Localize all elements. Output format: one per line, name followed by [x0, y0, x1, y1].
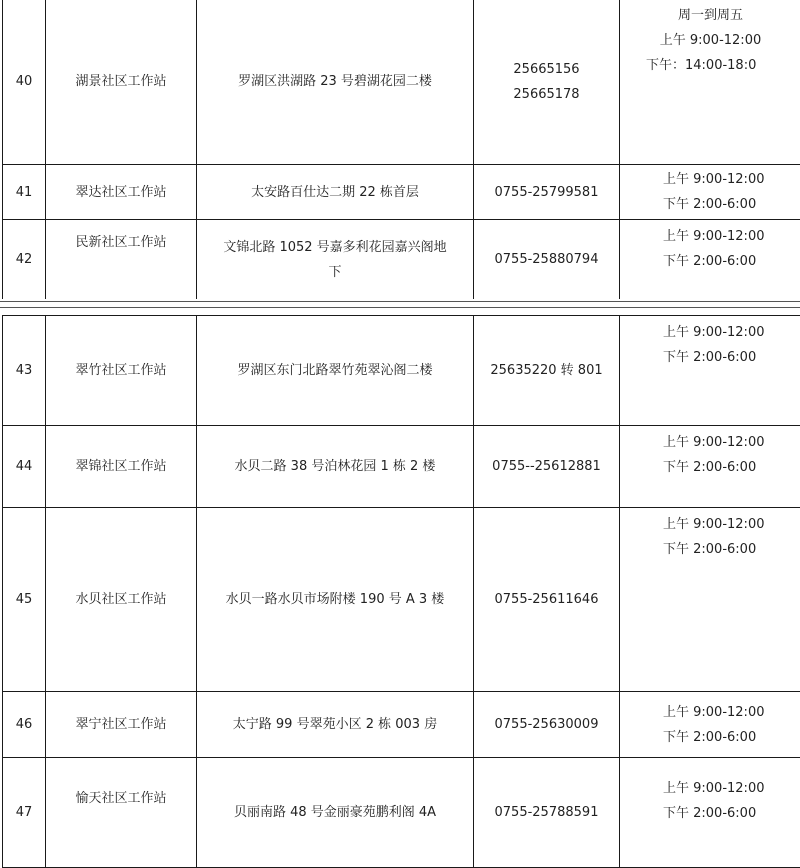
table-row — [3, 692, 800, 758]
hours-line: 上午 9:00-12:00 — [620, 167, 800, 192]
hours-line: 上午 9:00-12:00 — [620, 512, 800, 537]
table-row — [3, 316, 800, 426]
table-row — [3, 220, 800, 300]
office-hours — [620, 165, 800, 220]
table-row — [3, 426, 800, 508]
hours-line: 下午 2:00-6:00 — [620, 192, 800, 217]
station-phone: 0755-25630009 — [474, 692, 620, 758]
station-phone: 0755-25799581 — [474, 165, 620, 220]
station-address: 罗湖区洪湖路 23 号碧湖花园二楼 — [197, 0, 474, 165]
station-address: 水贝二路 38 号泊林花园 1 栋 2 楼 — [197, 426, 474, 508]
station-name: 湖景社区工作站 — [46, 0, 197, 165]
station-phone: 0755-25880794 — [474, 220, 620, 300]
office-hours — [620, 758, 800, 868]
office-hours — [620, 0, 800, 165]
table-row — [3, 508, 800, 692]
station-name: 愉天社区工作站 — [46, 758, 197, 868]
hours-line: 周一到周五 — [620, 3, 800, 28]
station-phone: 0755-25788591 — [474, 758, 620, 868]
office-hours — [620, 220, 800, 300]
phone-line: 25665156 — [474, 57, 619, 82]
workstation-table-top — [2, 0, 800, 300]
hours-line: 上午 9:00-12:00 — [620, 700, 800, 725]
phone-line: 25665178 — [474, 82, 619, 107]
station-name: 翠锦社区工作站 — [46, 426, 197, 508]
row-number: 44 — [3, 426, 46, 508]
office-hours — [620, 426, 800, 508]
row-number: 42 — [3, 220, 46, 300]
station-name: 翠竹社区工作站 — [46, 316, 197, 426]
table-row — [3, 165, 800, 220]
row-number: 41 — [3, 165, 46, 220]
hours-line: 上午 9:00-12:00 — [620, 224, 800, 249]
station-address: 罗湖区东门北路翠竹苑翠沁阁二楼 — [197, 316, 474, 426]
hours-line: 下午 2:00-6:00 — [620, 345, 800, 370]
workstation-table-bottom — [2, 315, 800, 868]
station-name: 民新社区工作站 — [46, 220, 197, 300]
hours-line: 下午 2:00-6:00 — [620, 537, 800, 562]
hours-line: 下午 2:00-6:00 — [620, 455, 800, 480]
hours-line: 上午 9:00-12:00 — [620, 28, 800, 53]
station-address: 太宁路 99 号翠苑小区 2 栋 003 房 — [197, 692, 474, 758]
station-phone: 0755--25612881 — [474, 426, 620, 508]
address-line: 文锦北路 1052 号嘉多利花园嘉兴阁地 — [197, 235, 473, 260]
station-name: 水贝社区工作站 — [46, 508, 197, 692]
page-break-divider — [0, 299, 800, 315]
hours-line: 下午 2:00-6:00 — [620, 725, 800, 750]
table-row — [3, 758, 800, 868]
hours-line: 下午 2:00-6:00 — [620, 801, 800, 826]
hours-line: 下午 2:00-6:00 — [620, 249, 800, 274]
station-name: 翠宁社区工作站 — [46, 692, 197, 758]
address-line: 下 — [197, 260, 473, 285]
row-number: 40 — [3, 0, 46, 165]
hours-line: 上午 9:00-12:00 — [620, 776, 800, 801]
row-number: 43 — [3, 316, 46, 426]
station-phone: 0755-25611646 — [474, 508, 620, 692]
table-row — [3, 0, 800, 165]
office-hours — [620, 316, 800, 426]
station-phone: 25635220 转 801 — [474, 316, 620, 426]
station-address: 贝丽南路 48 号金丽豪苑鹏利阁 4A — [197, 758, 474, 868]
station-address: 水贝一路水贝市场附楼 190 号 A 3 楼 — [197, 508, 474, 692]
row-number: 46 — [3, 692, 46, 758]
station-name: 翠达社区工作站 — [46, 165, 197, 220]
office-hours — [620, 508, 800, 692]
station-phone — [474, 0, 620, 165]
hours-line: 下午：14:00-18:0 — [620, 53, 800, 78]
station-address — [197, 220, 474, 300]
station-address: 太安路百仕达二期 22 栋首层 — [197, 165, 474, 220]
hours-line: 上午 9:00-12:00 — [620, 430, 800, 455]
row-number: 47 — [3, 758, 46, 868]
hours-line: 上午 9:00-12:00 — [620, 320, 800, 345]
office-hours — [620, 692, 800, 758]
row-number: 45 — [3, 508, 46, 692]
